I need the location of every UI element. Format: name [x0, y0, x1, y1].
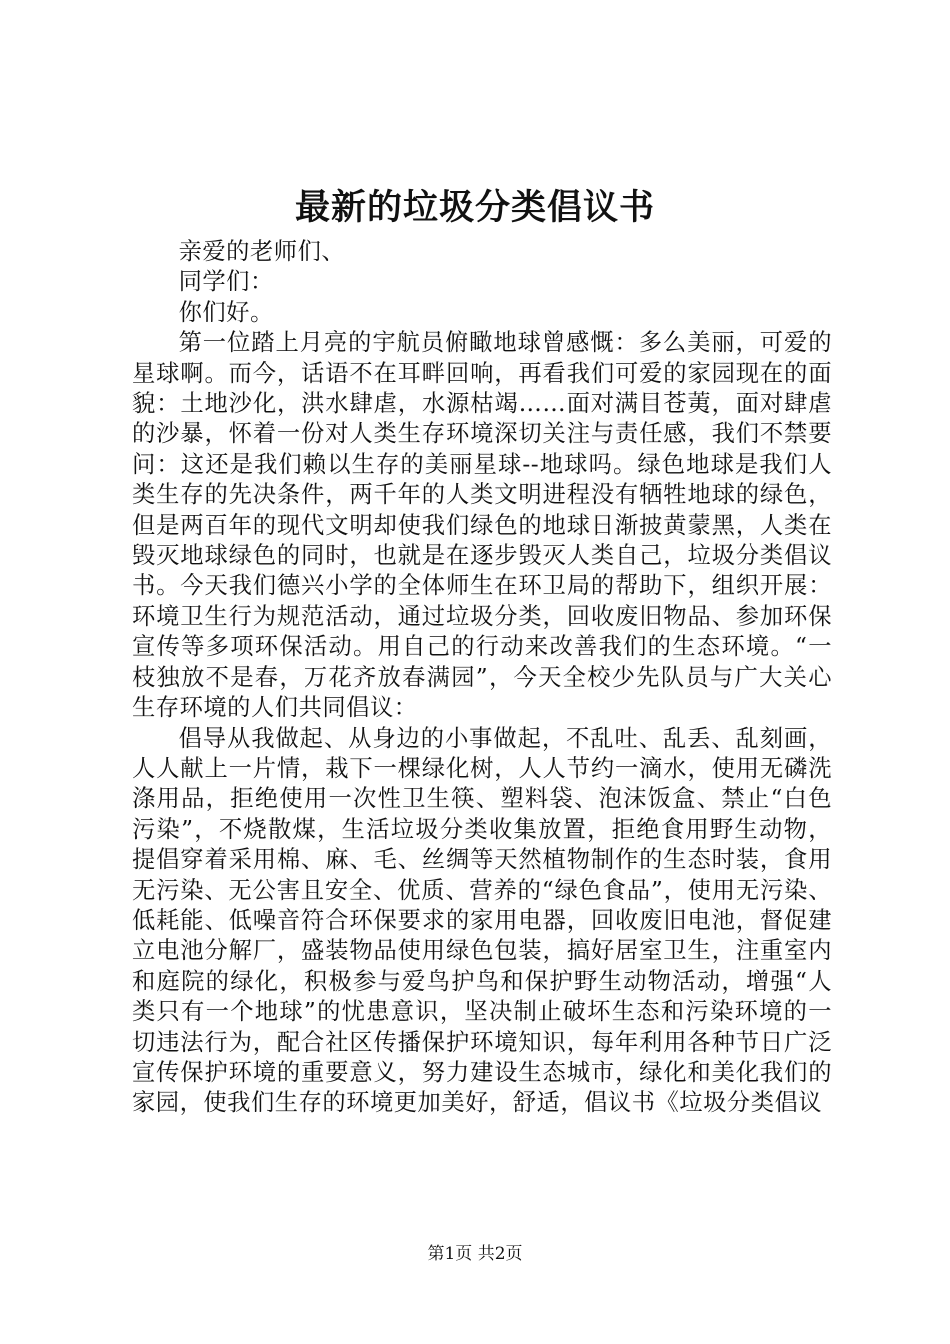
page-number-footer: 第1页 共2页 [427, 1244, 523, 1264]
body-paragraph-2: 倡导从我做起、从身边的小事做起，不乱吐、乱丢、乱刻画，人人献上一片情，栽下一棵绿化树，人人节约一滴水，使用无磷洗涤用品，拒绝使用一次性卫生筷、塑料袋、泡沫饭盒、禁止“白色污染”，不烧散煤，生活垃圾分类收集放置，拒绝食用野生动物，提倡穿着采用棉、麻、毛、丝绸等天然植物制作的生态时装，食用无污染、无公害且安全、优质、营养的“绿色食品”，使用无污染、低耗能、低噪音符合环保要求的家用电器，回收废旧电池，督促建立电池分解厂，盛装物品使用绿色包装，搞好居室卫生，注重室内和庭院的绿化，积极参与爱鸟护鸟和保护野生动物活动，增强“人类只有一个地球”的忧患意识，坚决制止破坏生态和污染环境的一切违法行为，配合社区传播保护环境知识，每年利用各种节日广泛宣传保护环境的重要意义，努力建设生态城市，绿化和美化我们的家园，使我们生存的环境更加美好，舒适，倡议书《垃圾分类倡议 [132, 724, 832, 1117]
document-body [132, 237, 832, 1119]
page-title: 最新的垃圾分类倡议书 [294, 187, 655, 228]
greeting-line-2: 同学们： [178, 268, 274, 296]
greeting-line-1: 亲爱的老师们、 [178, 238, 346, 265]
body-paragraph-1: 第一位踏上月亮的宇航员俯瞰地球曾感慨：多么美丽，可爱的星球啊。而今，话语不在耳畔回响，再看我们可爱的家园现在的面貌：土地沙化，洪水肆虐，水源枯竭……面对满目苍荑，面对肆虐的沙暴，怀着一份对人类生存环境深切关注与责任感，我们不禁要问：这还是我们赖以生存的美丽星球--地球吗。绿色地球是我们人类生存的先决条件，两千年的人类文明进程没有牺牲地球的绿色，但是两百年的现代文明却使我们绿色的地球日渐披黄蒙黑，人类在毁灭地球绿色的同时，也就是在逐步毁灭人类自己，垃圾分类倡议书。今天我们德兴小学的全体师生在环卫局的帮助下，组织开展：环境卫生行为规范活动，通过垃圾分类，回收废旧物品、参加环保宣传等多项环保活动。用自己的行动来改善我们的生态环境。“一枝独放不是春，万花齐放春满园”，今天全校少先队员与广大关心生存环境的人们共同倡议： [132, 329, 832, 722]
greeting-line-3: 你们好。 [178, 298, 274, 326]
